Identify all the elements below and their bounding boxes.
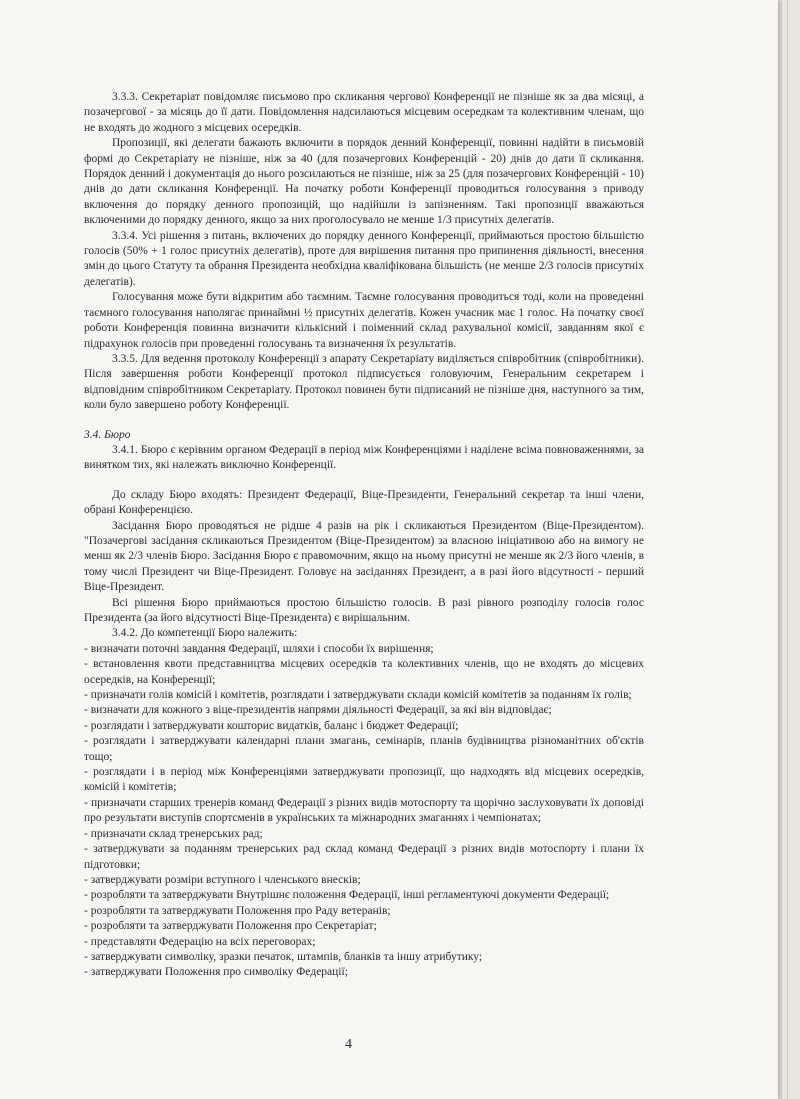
competence-list: [84, 642, 644, 981]
paragraph-bureau-meetings: Засідання Бюро проводяться не рідше 4 разів на рік і скликаються Президентом (Віце-Президентом). "Позачергові засідання скликаються Президентом (Віце-Президентом) за власною ініціативою або на вимогу не менш як 2/3 членів Бюро. Засідання Бюро є правомочним, якщо на ньому присутні не менше як 2/3 його членів, в тому числі Президент чи Віце-Президент. Головує на засіданнях Президент, а в разі його відсутності - перший Віце-Президент.: [84, 519, 644, 594]
list-item: - розглядати і затверджувати кошторис видатків, баланс і бюджет Федерації;: [84, 719, 459, 732]
list-item: - розробляти та затверджувати Положення про Секретаріат;: [84, 920, 377, 933]
list-item: - призначати старших тренерів команд Федерації з різних видів мотоспорту та щорічно заслуховувати їх доповіді про результати виступів спортсменів в українських та міжнародних змаганнях і чемпіонатах;: [84, 796, 644, 825]
paragraph-3-3-5: 3.3.5. Для ведення протоколу Конференції з апарату Секретаріату виділяється співробітник (співробітники). Після завершення роботи Конференції протокол підписується головуючим, Генеральним секретарем і відповідним співробітником Секретаріату. Протокол повинен бути підписаний не пізніше дня, наступного за тим, коли було завершено роботу Конференції.: [84, 352, 644, 412]
page-edge: [787, 0, 788, 1099]
paragraph-3-4-1: 3.4.1. Бюро є керівним органом Федерації в період між Конференціями і наділене всіма повноваженнями, за винятком тих, які належать виключно Конференції.: [84, 443, 644, 472]
paragraph-3-3-4: 3.3.4. Усі рішення з питань, включених до порядку денного Конференції, приймаються простою більшістю голосів (50% + 1 голос присутніх делегатів), проте для вирішення питання про припинення діяльності, внесення змін до цього Статуту та обрання Президента необхідна кваліфікована більшість (не менше 2/3 голосів присутніх делегатів).: [84, 229, 644, 288]
paragraph-3-4-2: 3.4.2. До компетенції Бюро належить:: [112, 627, 298, 640]
list-item: - затверджувати за поданням тренерських рад склад команд Федерації з різних видів мотоспорту і плани їх підготовки;: [84, 843, 644, 871]
list-item: - розглядати і затверджувати календарні плани змагань, семінарів, планів будівництва різноманітних об'єктів тощо;: [84, 735, 644, 763]
section-heading-bureau: 3.4. Бюро: [84, 428, 131, 441]
page-number: 4: [345, 1037, 352, 1052]
list-item: - затверджувати Положення про символіку Федерації;: [84, 966, 348, 979]
paragraph-bureau-composition: До складу Бюро входять: Президент Федерації, Віце-Президенти, Генеральний секретар та інші члени, обрані Конференцією.: [84, 488, 644, 517]
list-item: - затверджувати розміри вступного і членського внесків;: [84, 873, 361, 886]
list-item: - розробляти та затверджувати Внутрішнє положення Федерації, інші регламентуючі документи Федерації;: [84, 889, 610, 902]
paragraph-proposals: Пропозиції, які делегати бажають включити в порядок денний Конференції, повинні надійти в письмовій формі до Секретаріату не пізніше, ніж за 40 (для позачергових Конференцій - 20) днів до дати її скликання. Порядок денний і документація до нього розсилаються не пізніше, ніж за 25 (для позачергових Конференцій - 10) днів до дати скликання Конференції. На початку роботи Конференції проводиться голосування з приводу включення до порядку денного пропозицій, що надійшли із запізненням. Такі пропозиції вважаються включеними до порядку денного, якщо за них проголосувало не менше 1/3 присутніх делегатів.: [84, 137, 644, 227]
list-item: - призначати склад тренерських рад;: [84, 827, 263, 840]
list-item: - призначати голів комісій і комітетів, розглядати і затверджувати склади комісій комітетів за поданням їх голів;: [84, 689, 632, 702]
list-item: - визначати поточні завдання Федерації, шляхи і способи їх вирішення;: [84, 642, 434, 655]
list-item: - затверджувати символіку, зразки печаток, штампів, бланків та іншу атрибутику;: [84, 950, 483, 963]
list-item: - представляти Федерацію на всіх переговорах;: [84, 935, 316, 948]
list-item: - розглядати і в період між Конференціями затверджувати пропозиції, що надходять від місцевих осередків, комісій і комітетів;: [84, 766, 644, 794]
paragraph-voting: Голосування може бути відкритим або таємним. Таємне голосування проводиться тоді, коли на проведенні таємного голосування наполягає принаймні ½ присутніх делегатів. Кожен учасник має 1 голос. На початку своєї роботи Конференція повинна визначити кількісний і поіменний склад рахувальної комісії, завданням якої є підрахунок голосів при проведенні голосувань та визначення їх результатів.: [84, 291, 644, 350]
page-edge: [781, 0, 782, 1099]
list-item: - визначати для кожного з віце-президентів напрями діяльності Федерації, за які він відповідає;: [84, 704, 552, 717]
paragraph-bureau-decisions: Всі рішення Бюро приймаються простою більшістю голосів. В разі рівного розподілу голосів голос Президента (за його відсутності Віце-Президента) є вирішальним.: [84, 596, 644, 624]
list-item: - встановлення квоти представництва місцевих осередків та колективних членів, що не входять до місцевих осередків, на Конференції;: [84, 658, 644, 686]
paragraph-3-3-3: 3.3.3. Секретаріат повідомляє письмово про скликання чергової Конференції не пізніше як за два місяці, а позачергової - за місяць до її дати. Повідомлення надсилаються місцевим осередкам та колективним членам, що не входять до жодного з місцевих осередків.: [84, 91, 644, 134]
list-item: - розробляти та затверджувати Положення про Раду ветеранів;: [84, 904, 391, 917]
page-content: [84, 90, 644, 981]
